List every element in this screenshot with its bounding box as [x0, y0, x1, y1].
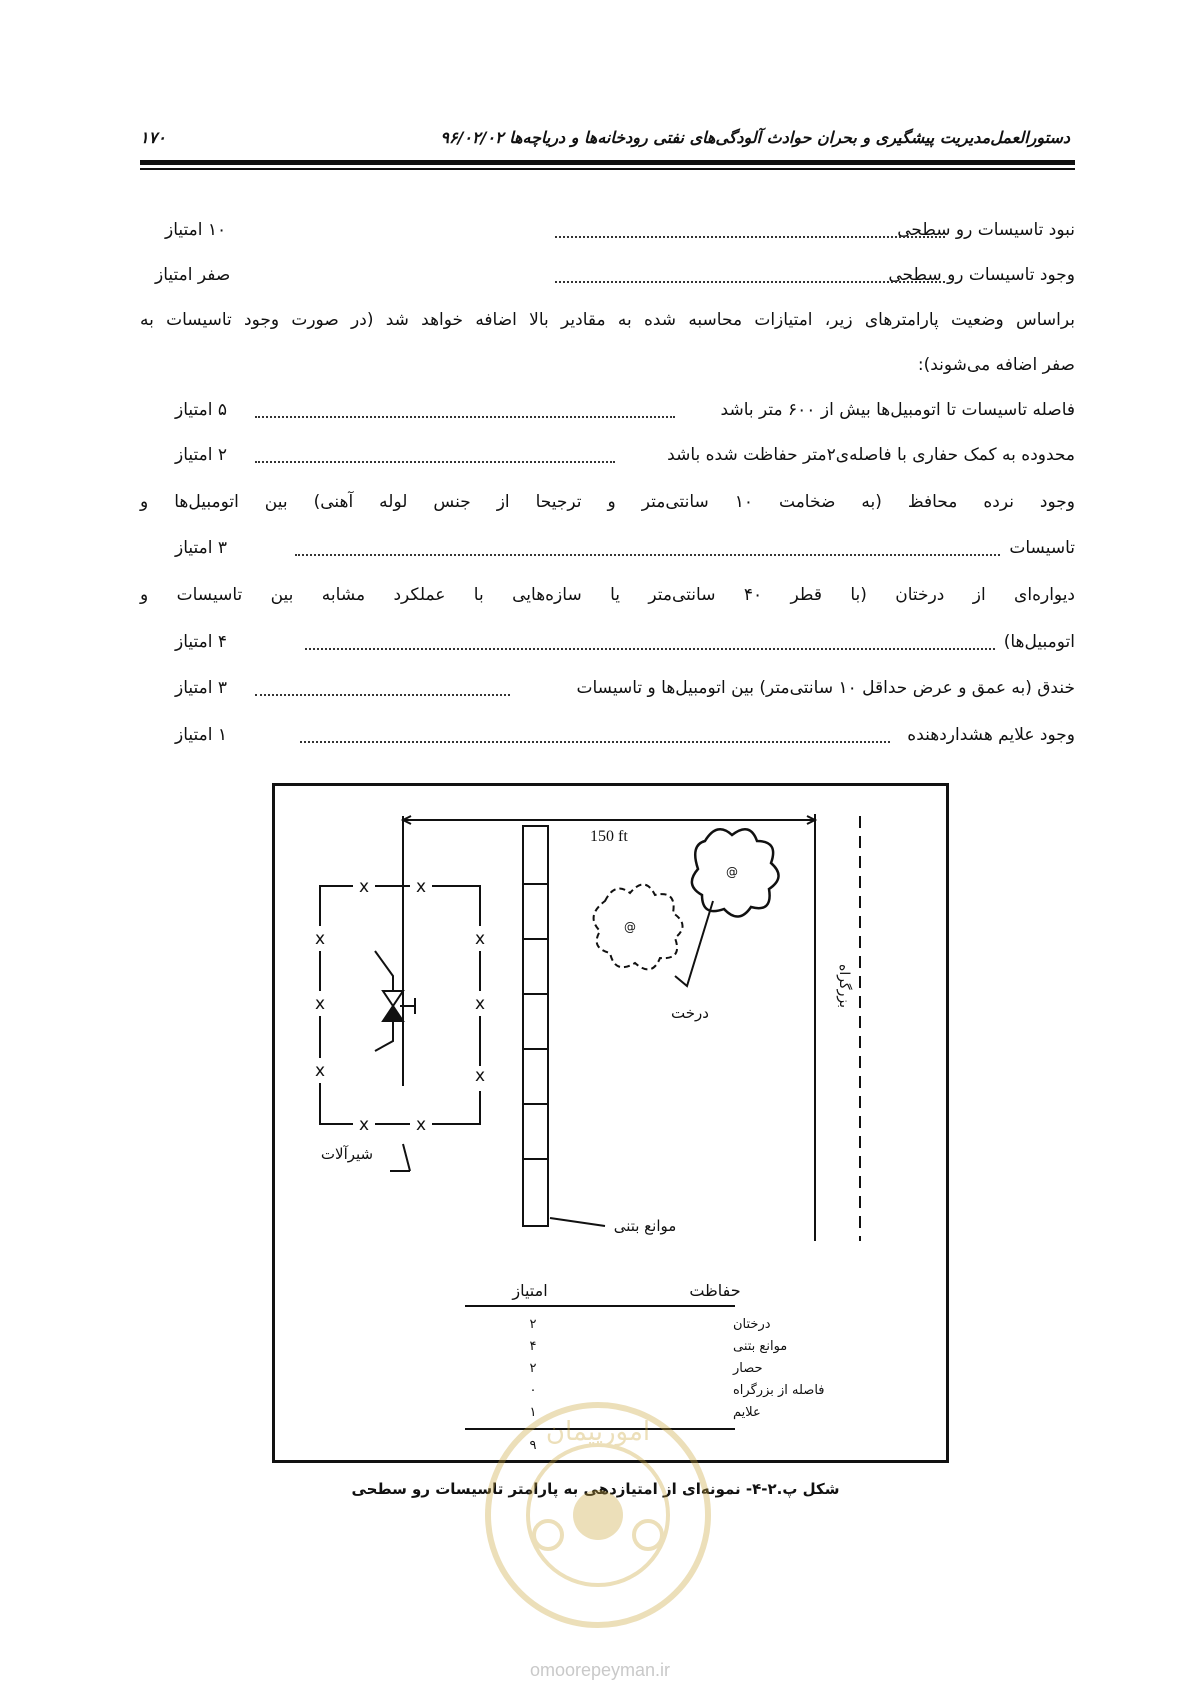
row-excavation — [140, 445, 1075, 477]
svg-text:x: x — [358, 877, 370, 897]
leader-dots — [255, 457, 615, 463]
paragraph-fence-line1: وجود نرده محافظ (به ضخامت ۱۰ سانتی‌متر و ترجیحا از جنس لوله آهنی) بین اتومبیل‌ها و — [140, 492, 1075, 512]
table-header-score: امتیاز — [512, 1281, 548, 1300]
page-number: ۱۷۰ — [140, 128, 166, 147]
row-points: ۲ امتیاز — [175, 445, 228, 465]
table-cell-item: حصار — [733, 1361, 763, 1376]
row-label: محدوده به کمک حفاری با فاصله‌ی۲متر حفاظت شده باشد — [667, 445, 1075, 465]
leader-dots — [295, 550, 1000, 556]
fence-segment — [432, 886, 480, 926]
svg-text:x: x — [314, 929, 326, 949]
row-no-surface-facilities — [140, 220, 1075, 252]
watermark-site: omoorepeyman.ir — [529, 1660, 671, 1680]
valves-label: شیرآلات — [320, 1145, 374, 1163]
watermark-logo-text: امورپیمان — [545, 1417, 651, 1447]
table-cell-score: ۰ — [529, 1383, 537, 1398]
svg-text:x: x — [415, 877, 427, 897]
row-points: ۱ امتیاز — [175, 725, 228, 745]
table-cell-score: ۴ — [529, 1339, 537, 1354]
paragraph-tree-wall-line1: دیواره‌ای از درختان (با قطر ۴۰ سانتی‌متر یا سازه‌هایی با عملکرد مشابه بین تاسیسات و — [140, 585, 1076, 605]
fence-segment — [320, 1083, 353, 1124]
row-fence — [140, 538, 1075, 570]
leader-dots — [255, 412, 675, 418]
row-trench — [140, 678, 1075, 710]
valve-icon — [383, 991, 403, 1006]
row-warning-signs — [140, 725, 1075, 757]
row-label: وجود تاسیسات رو سطحی — [888, 265, 1075, 285]
header-rule-thin — [140, 168, 1075, 170]
row-points: ۳ امتیاز — [175, 538, 228, 558]
fence-segment — [320, 886, 353, 926]
valve-pipe — [375, 1021, 393, 1051]
valve-icon — [383, 1006, 403, 1021]
leader-dots — [555, 232, 945, 238]
svg-text:x: x — [314, 994, 326, 1014]
trees-leader — [675, 901, 713, 986]
row-tree-wall — [140, 632, 1075, 664]
barriers-label: موانع بتنی — [613, 1217, 677, 1235]
svg-text:x: x — [415, 1115, 427, 1135]
leader-dots — [300, 737, 890, 743]
row-points: ۱۰ امتیاز — [165, 220, 227, 240]
row-label: خندق (به عمق و عرض حداقل ۱۰ سانتی‌متر) بین اتومبیل‌ها و تاسیسات — [576, 678, 1075, 698]
table-cell-score: ۲ — [529, 1361, 537, 1376]
row-points: ۵ امتیاز — [175, 400, 228, 420]
leader-dots — [305, 644, 995, 650]
svg-text:@: @ — [624, 920, 636, 934]
row-label: نبود تاسیسات رو سطحی — [897, 220, 1075, 240]
row-distance — [140, 400, 1075, 432]
row-label: فاصله تاسیسات تا اتومبیل‌ها بیش از ۶۰۰ متر باشد — [720, 400, 1075, 420]
page-header — [140, 128, 1070, 158]
header-title: دستورالعمل‌مدیریت پیشگیری و بحران حوادث آلودگی‌های نفتی رودخانه‌ها و دریاچه‌ها ۹۶/۰۲/۰۲ — [440, 128, 1070, 147]
valves-leader — [403, 1144, 410, 1171]
table-header-protection: حفاظت — [689, 1281, 741, 1300]
concrete-barrier-column — [523, 826, 548, 1226]
svg-text:x: x — [474, 929, 486, 949]
svg-text:x: x — [474, 994, 486, 1014]
row-surface-facilities — [140, 265, 1075, 297]
valve-pipe — [375, 951, 393, 991]
table-cell-score: ۲ — [529, 1317, 537, 1332]
fence-segment — [432, 1091, 480, 1124]
tree-icon — [594, 884, 683, 969]
table-cell-item: موانع بتنی — [733, 1339, 788, 1354]
svg-text:x: x — [474, 1066, 486, 1086]
paragraph-intro-line2: صفر اضافه می‌شوند): — [917, 355, 1075, 375]
header-rule-thick — [140, 160, 1075, 165]
table-cell-item: فاصله از بزرگراه — [733, 1383, 825, 1398]
paragraph-intro-line1: براساس وضعیت پارامترهای زیر، امتیازات محاسبه شده به مقادیر بالا اضافه خواهد شد (در صورت وجود تاسیسات به — [140, 310, 1075, 330]
table-total: ۹ — [529, 1438, 537, 1453]
leader-dots — [555, 277, 945, 283]
trees-label: درخت — [671, 1004, 709, 1022]
svg-text:x: x — [314, 1061, 326, 1081]
figure-caption: شکل پ.۲-۴- نمونه‌ای از امتیازدهی به پارامتر تاسیسات رو سطحی — [351, 1480, 840, 1498]
watermark-logo — [478, 1395, 718, 1635]
barriers-leader — [550, 1218, 605, 1226]
svg-text:@: @ — [726, 865, 738, 879]
table-cell-item: علایم — [733, 1405, 761, 1420]
figure-diagram — [272, 783, 949, 1463]
row-label: وجود علایم هشداردهنده — [907, 725, 1075, 745]
row-label: اتومبیل‌ها) — [1003, 632, 1075, 652]
table-cell-score: ۱ — [529, 1405, 537, 1420]
highway-label: بزرگراه — [836, 964, 852, 1008]
leader-dots — [255, 690, 510, 696]
row-label: تاسیسات — [1009, 538, 1075, 558]
row-points: ۳ امتیاز — [175, 678, 228, 698]
row-points: ۴ امتیاز — [175, 632, 228, 652]
svg-text:x: x — [358, 1115, 370, 1135]
table-cell-item: درختان — [733, 1317, 771, 1332]
distance-label: 150 ft — [590, 828, 628, 845]
row-points: صفر امتیاز — [155, 265, 231, 285]
diagram-svg — [275, 786, 952, 1466]
